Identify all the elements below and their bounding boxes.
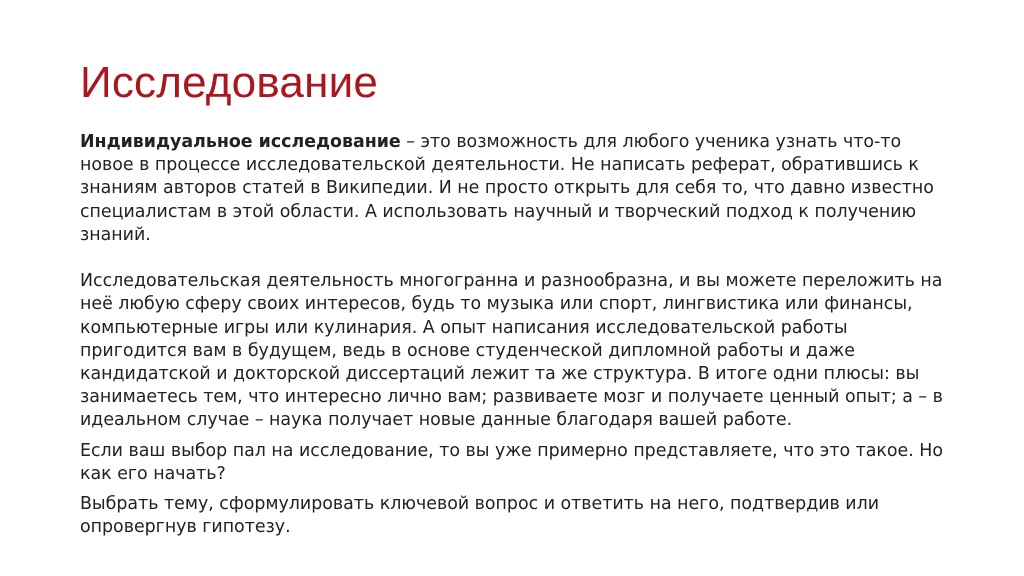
slide-title: Исследование bbox=[80, 58, 379, 107]
paragraph-steps: Выбрать тему, сформулировать ключевой вопрос и ответить на него, подтвердив или опровергнув гипотезу. bbox=[80, 494, 880, 538]
slide-body bbox=[80, 131, 950, 539]
paragraph-definition bbox=[80, 131, 950, 247]
paragraph-gap bbox=[80, 247, 950, 270]
paragraph-choice: Если ваш выбор пал на исследование, то вы уже примерно представляете, что это такое. Но как его начать? bbox=[80, 440, 944, 484]
paragraph-bold-lead: Индивидуальное исследование bbox=[80, 132, 401, 152]
paragraph-activity: Исследовательская деятельность многогранна и разнообразна, и вы можете переложить на неё любую сферу своих интересов, будь то музыка или спорт, лингвистика или финансы, компьютерные игры или кулинария. А опыт написания исследовательской работы пригодится вам в будущем, ведь в основе студенческой дипломной работы и даже кандидатской и докторской диссертаций лежит та же структура. В итоге одни плюсы: вы занимаетесь тем, что интересно лично вам; развиваете мозг и получаете ценный опыт; а – в идеальном случае – наука получает новые данные благодаря вашей работе. bbox=[80, 271, 943, 431]
paragraph-text: – это возможность для любого ученика узнать что-то новое в процессе исследовательской деятельности. Не написать реферат, обратившись к знаниям авторов статей в Википедии. И не просто открыть для себя то, что давно известно специалистам в этой области. А использовать научный и творческий подход к получению знаний. bbox=[80, 132, 934, 245]
